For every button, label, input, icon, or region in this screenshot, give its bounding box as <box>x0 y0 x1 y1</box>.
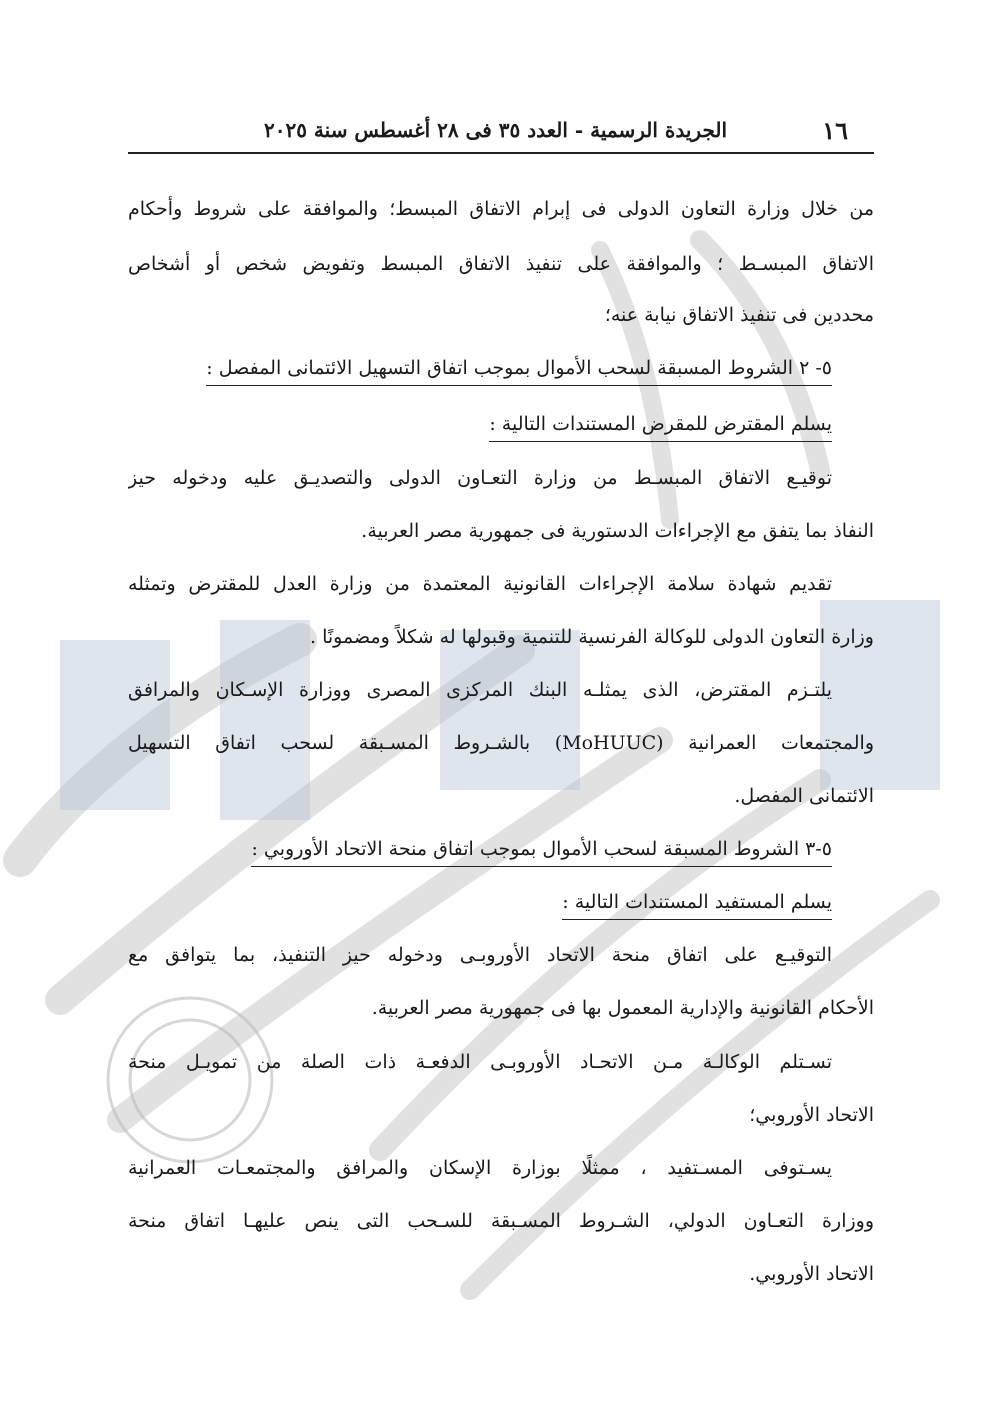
gazette-header-title: الجريدة الرسمية - العدد ٣٥ فى ٢٨ أغسطس سنة ٢٠٢٥ <box>264 118 728 142</box>
paragraph-line: الائتمانى المفصل. <box>734 785 874 807</box>
paragraph-line: تسـتلم الوكالـة مـن الاتحـاد الأوروبـى الدفعـة ذات الصلة من تمويـل منحة <box>128 1051 832 1073</box>
section-heading-text: ٥- ٢ الشروط المسبقة لسحب الأموال بموجب اتفاق التسهيل الائتمانى المفصل : <box>206 357 832 386</box>
paragraph-line: تقديم شهادة سلامة الإجراءات القانونية المعتمدة من وزارة العدل للمقترض وتمثله <box>128 573 832 595</box>
section-heading-5-3 <box>251 831 832 867</box>
section-subheading-text: يسلم المقترض للمقرض المستندات التالية : <box>489 413 832 442</box>
paragraph-line: والمجتمعات العمرانية (MoHUUC) بالشـروط المسـبقة لسحب اتفاق التسهيل <box>128 732 874 754</box>
section-heading-5-2 <box>206 350 832 386</box>
paragraph-line: النفاذ بما يتفق مع الإجراءات الدستورية فى جمهورية مصر العربية. <box>361 520 874 542</box>
document-page <box>128 0 874 1418</box>
paragraph-line: التوقيـع على اتفاق منحة الاتحاد الأوروبـى ودخوله حيز التنفيذ، بما يتوافق مع <box>128 944 832 966</box>
paragraph-line: الاتحاد الأوروبي؛ <box>749 1104 874 1126</box>
page-header <box>128 112 874 154</box>
paragraph-line: الأحكام القانونية والإدارية المعمول بها فى جمهورية مصر العربية. <box>371 997 874 1019</box>
paragraph-line: يسـتوفى المسـتفيد ، ممثلًا بوزارة الإسكان والمرافق والمجتمعـات العمرانية <box>128 1157 832 1179</box>
paragraph-line: وزارة التعاون الدولى للوكالة الفرنسية للتنمية وقبولها له شكلاً ومضمونًا . <box>310 626 874 648</box>
paragraph-line: محددين فى تنفيذ الاتفاق نيابة عنه؛ <box>604 304 874 326</box>
paragraph-line: الاتحاد الأوروبي. <box>749 1263 874 1285</box>
paragraph-line: ووزارة التعـاون الدولي، الشـروط المسـبقة للسـحب التى ينص عليهـا اتفاق منحة <box>128 1210 874 1232</box>
paragraph-line: الاتفاق المبسـط ؛ والموافقة على تنفيذ الاتفاق المبسط وتفويض شخص أو أشخاص <box>128 253 874 275</box>
section-subheading-text: يسلم المستفيد المستندات التالية : <box>562 891 832 920</box>
paragraph-line: من خلال وزارة التعاون الدولى فى إبرام الاتفاق المبسط؛ والموافقة على شروط وأحكام <box>128 198 874 220</box>
section-heading-text: ٥-٣ الشروط المسبقة لسحب الأموال بموجب اتفاق منحة الاتحاد الأوروبي : <box>251 838 832 867</box>
section-subheading <box>562 884 832 920</box>
section-subheading <box>489 406 832 442</box>
paragraph-line: يلتـزم المقترض، الذى يمثلـه البنك المركزى المصرى ووزارة الإسـكان والمرافق <box>128 679 832 701</box>
page-number: ١٦ <box>822 116 848 145</box>
paragraph-line: توقيـع الاتفاق المبسـط من وزارة التعـاون الدولى والتصديـق عليه ودخوله حيز <box>128 467 832 489</box>
